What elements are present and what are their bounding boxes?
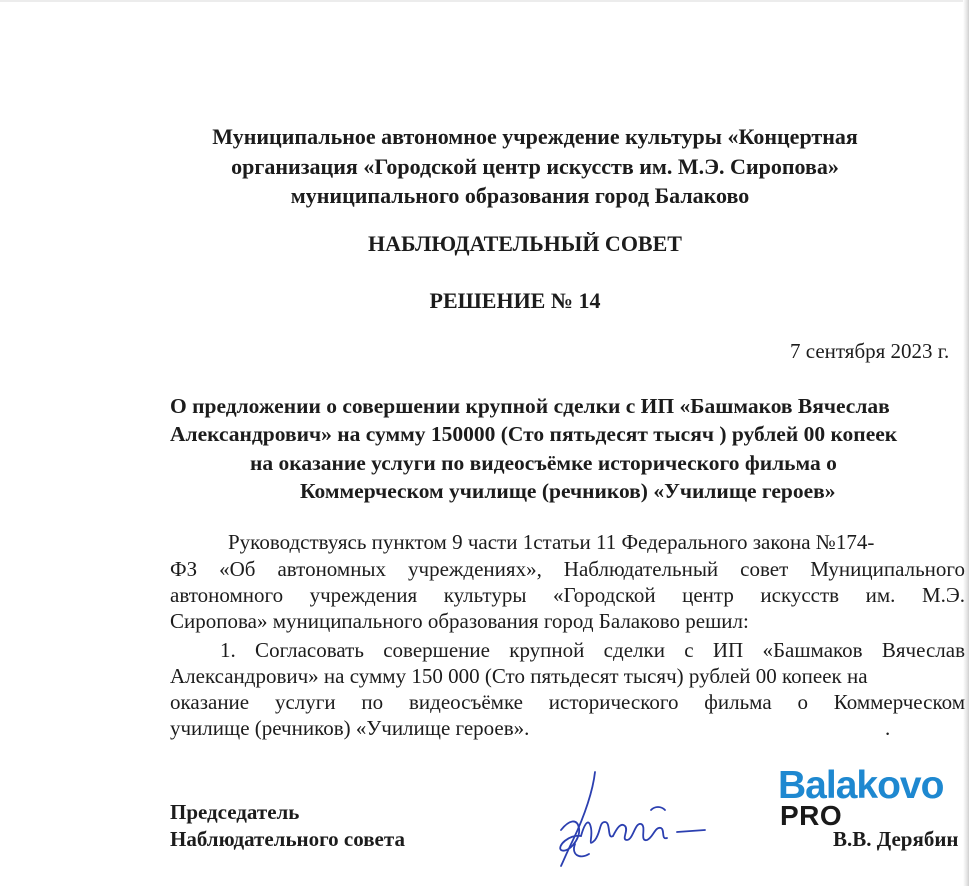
decision-title: РЕШЕНИЕ № 14 — [429, 288, 601, 313]
item-1-line-2: Александрович» на сумму 150 000 (Сто пятьдесят тысяч) рублей 00 копеек на — [170, 664, 868, 688]
signer-title-line-2: Наблюдательного совета — [170, 827, 405, 851]
subject-line-4: Коммерческом училище (речников) «Училище героев» — [300, 479, 836, 503]
item-1-line-3: оказание услуги по видеосъёмке исторического фильма о Коммерческом — [170, 690, 965, 714]
org-name-line-2: организация «Городской центр искусств им. М.Э. Сиропова» — [231, 154, 839, 179]
subject-line-3: на оказание услуги по видеосъёмке исторического фильма о — [250, 451, 837, 475]
signer-name: В.В. Дерябин — [833, 827, 959, 851]
body-line-1: Руководствуясь пунктом 9 части 1статьи 11 Федерального закона №174- — [228, 530, 875, 554]
org-name-line-1: Муниципальное автономное учреждение культуры «Концертная — [212, 124, 858, 149]
subject-line-2: Александрович» на сумму 150000 (Сто пятьдесят тысяч ) рублей 00 копеек — [170, 422, 898, 446]
body-line-4: Сиропова» муниципального образования город Балаково решил: — [170, 609, 749, 633]
item-1-line-1: 1. Согласовать совершение крупной сделки с ИП «Башмаков Вячеслав — [220, 638, 965, 662]
item-1-line-4: училище (речников) «Училище героев». — [170, 716, 530, 740]
org-name-line-3: муниципального образования город Балаково — [290, 183, 750, 208]
decision-date: 7 сентября 2023 г. — [790, 339, 950, 363]
council-title: НАБЛЮДАТЕЛЬНЫЙ СОВЕТ — [368, 231, 682, 256]
body-line-2: ФЗ «Об автономных учреждениях», Наблюдательный совет Муниципального — [170, 557, 965, 581]
body-line-3: автономного учреждения культуры «Городской центр искусств им. М.Э. — [170, 583, 965, 607]
balakovo-pro-logo — [778, 764, 944, 836]
scan-edge-right — [963, 0, 969, 886]
trailing-dot: . — [885, 716, 891, 740]
subject-line-1: О предложении о совершении крупной сделки с ИП «Башмаков Вячеслав — [170, 394, 890, 418]
logo-text-top: Balakovo — [778, 764, 944, 807]
handwritten-signature — [555, 770, 735, 870]
logo-text-bottom: PRO — [780, 800, 843, 831]
scan-edge-top — [0, 0, 969, 2]
signer-title-line-1: Председатель — [170, 800, 300, 824]
